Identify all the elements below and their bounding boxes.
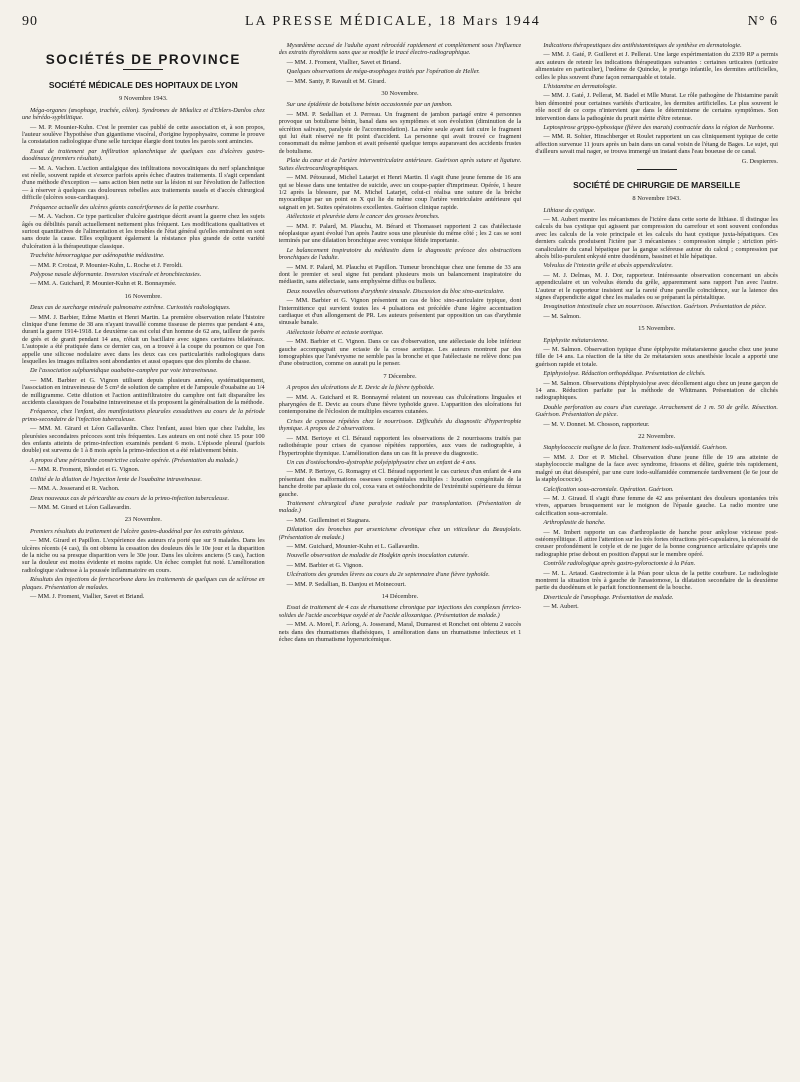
communication-authors: — M. V. Donnet. M. Chosson, rapporteur.	[543, 420, 650, 428]
communication-title: A propos des ulcérations de E. Devic de la fièvre typhoïde.	[286, 384, 435, 392]
communication-authors: — MM. Santy, P. Ravault et M. Girard.	[286, 77, 386, 85]
communication-title: Fréquence actuelle des ulcères géants cancériformes de la petite courbure.	[30, 203, 220, 211]
communication-text: — M. Salmon. Observation typique d'une épiphysite métatarsienne gauche chez une jeune fille de 14 ans. La réaction de la tête du 2e métatarsien sous anesthésie locale a apporté une guérison rapide et totale.	[535, 346, 778, 368]
communication-title: Deux cas de surcharge minérale pulmonaire extrême. Curiosités radiologiques.	[30, 304, 231, 312]
communication-authors: — MM. A. Josserand et R. Vachon.	[30, 485, 120, 493]
communication-title: Contrôle radiologique après gastro-pyloroctomie à la Péan.	[543, 560, 696, 568]
communication-title: Staphylococcie maligne de la face. Traitement iodo-sulfamidé. Guérison.	[543, 444, 728, 452]
communication-title: Trachéite hémorragique par adénopathie médiastine.	[30, 252, 165, 260]
communication-authors: — MM. Guichard, Mounier-Kuhn et L. Gallavardin.	[286, 542, 420, 550]
communication-text: — M. J. Delmas, M. J. Dor, rapporteur. Intéressante observation concernant un abcès appendiculaire et un volvulus étendu du grêle, apparemment sans rapport l'un avec l'autre. L'auteur et le rapporteur insistent sur la rareté d'une pareille coïncidence, sur la latence des signes d'appendicite aiguë chez les malades ou se préparant la péristaltique.	[535, 271, 778, 301]
section-title: SOCIÉTÉS DE PROVINCE	[45, 52, 241, 67]
communication-title: Ulcérations des grandes lèvres au cours du 2e septennaire d'une fièvre typhoïde.	[286, 571, 490, 579]
communication-title: Diverticule de l'œsophage. Présentation de malade.	[543, 593, 674, 601]
journal-title: LA PRESSE MÉDICALE, 18 Mars 1944	[244, 14, 541, 29]
communication-title: Le balancement inspiratoire du médiastin dans le diagnostic précoce des obstructions bronchiques de l'adulte.	[278, 246, 522, 262]
divider	[637, 169, 677, 170]
communication-title: Polypose nasale déformante. Inversion viscérale et bronchiectasies.	[30, 270, 202, 278]
communication-title: Volvulus de l'intestin grêle et abcès appendiculaire.	[543, 262, 673, 270]
communication-title: Dilatation des bronches par arsenicisme chronique chez un viticulteur du Beaujolais. (Présentation de malade.)	[278, 526, 522, 541]
communication-text: — M. Imbert rapporte un cas d'arthroplastie de hanche pour ankylose vicieuse post-ostéomyélitique. Il attire l'attention sur les très fortes rétractions péri-capsulaires, la nécessité de creuser profondément le cotyle et de ne juger de la bonne congruence articulaire qu'après une radiographie prise debout en position d'appui sur le membre opéré.	[535, 528, 778, 558]
communication-text: — MM. P. Bertoye, G. Romagny et Cl. Béraud rapportent le cas curieux d'un enfant de 4 ans présentant des malformations osseuses congénitales multiples : luxation congénitale de la hanche droite par aplasie du col, coxa vara et ostéochondrite de l'extrémité supérieure du fémur gauche.	[278, 468, 522, 498]
communication-text: — M. A. Vachon. Ce type particulier d'ulcère gastrique décrit avant la guerre chez les sujets âgés ou débilités paraît actuellement nettement plus fréquent. Les modifications qualitatives et surtout quantitatives de l'alimentation et les troubles de l'état général qu'elles entraînent en sont sans doute la cause. Elles expliquent également la résistance plus grande de cette variété d'ulcération à la thérapeutique classique.	[22, 213, 265, 250]
column-3	[535, 42, 778, 1072]
communication-title: Double perforation au cours d'un curetage. Arrachement de 1 m. 50 de grêle. Résection. Guérison. Présentation de pièce.	[535, 403, 778, 419]
communication-authors: — M. Aubert.	[543, 603, 579, 611]
communication-title: Myxœdème accusé de l'adulte ayant rétrocédé rapidement et complètement sous l'influence des extraits thyroïdiens sans que se modifie le tracé électro-radiographique.	[278, 42, 522, 57]
communication-authors: — M. Salmon.	[543, 312, 581, 320]
communication-title: Calcification sous-acromiale. Opération. Guérison.	[543, 485, 674, 493]
communication-text: — MM. A. Guichard et R. Bonnaymé relatent un nouveau cas d'ulcérations linguales et pharyngées de E. Devic au cours d'une fièvre typhoïde grave. L'apparition des ulcérations fut contemporaine de l'éclosion de multiples escarres cutanées.	[278, 393, 522, 416]
communication-authors: — MM. P. Croizat, P. Mounier-Kuhn, L. Roche et J. Feroldi.	[30, 261, 183, 269]
communication-title: Deux nouvelles observations d'arythmie sinusale. Discussion du bloc sino-auriculaire.	[286, 287, 505, 295]
communication-text: — MM. Barbier et G. Vignon utilisent depuis plusieurs années, systématiquement, l'association en intraveineuse de 5 cm³ de solution de camphre et de l'ampoule d'ouabaïne au 1/4 de milligramme. Cette dilution et l'action antiinfiltratoire du camphre ont fait disparaître les accidents classiques de l'ouabaïne intraveineuse et ils proposent la généralisation de la méthode.	[22, 376, 265, 407]
communication-title: Epiphysite métatarsienne.	[543, 336, 609, 344]
communication-title: Essai de traitement par infiltration splanchnique de quelques cas d'ulcères gastro-duodénaux (premiers résultats).	[22, 147, 265, 163]
communication-title: Atélectasie lobaire et ectasie aortique.	[286, 328, 384, 336]
communication-text: — MM. Barbier et G. Vignon présentent un cas de bloc sino-auriculaire typique, dont l'intermittence qui survient toutes les 4 pulsations est précédée d'une légère accentuation cardiaque et d'un allongement de PR. Les auteurs présentent par opposition un cas d'arythmie sinusale banale.	[278, 297, 522, 327]
session-date: 15 Novembre.	[638, 325, 676, 333]
communication-text: — MM. A. Morel, F. Arlong, A. Josserand, Maral, Dumarest et Ronchet ont obtenu 2 succès nets dans des rhumatismes diathésiques, 1 amélioration dans un rhumatisme infectieux et 1 échec dans un rhumatisme hyperuricémique.	[278, 621, 522, 644]
page-number: 90	[22, 14, 38, 29]
article-columns	[22, 42, 778, 1072]
communication-title: Premiers résultats du traitement de l'ulcère gastro-duodénal par les extraits géniaux.	[30, 527, 245, 535]
communication-title: Sur une épidémie de botulisme bénin occasionnée par un jambon.	[286, 101, 453, 109]
communication-title: De l'association sulphamidique ouabaïne-camphre par voie intraveineuse.	[30, 367, 218, 375]
communication-title: A propos d'une péricardite constrictive calcaire opérée. (Présentation du malade.)	[30, 456, 238, 464]
session-date: 8 Novembre 1943.	[632, 195, 681, 203]
session-date: 16 Novembre.	[124, 292, 162, 300]
communication-text: — MM. M. Girard et Léon Gallavardin. Chez l'enfant, aussi bien que chez l'adulte, les pleurésies secondaires précoces sont très fréquentes. Les auteurs en ont noté chez 15 pour 100 des enfants atteints de primo-infection examinés pendant 6 mois. L'épisode pleural (parfois double) est survenu de 1 à 8 mois après la primo-infection et a été relativement bénin.	[22, 425, 265, 455]
column-1	[22, 42, 265, 1072]
communication-authors: — MM. P. Sedallian, B. Danjou et Moinecourt.	[286, 580, 406, 588]
communication-title: Lithiase du cystique.	[543, 206, 596, 214]
communication-title: Indications thérapeutiques des antihistaminiques de synthèse en dermatologie.	[543, 42, 742, 49]
communication-title: Invagination intestinale chez un nourrisson. Résection. Guérison. Présentation de pièce.	[543, 303, 767, 311]
communication-title: L'histamine en dermatologie.	[543, 83, 617, 91]
communication-text: — MM. Pétouraud, Michel Latarjet et Henri Martin. Il s'agit d'une jeune femme de 16 ans qui se blesse dans une tentative de suicide, avec un coupe-papier d'imprimeur. Opérée, 1 heure 1/2 après la blessure, par M. Michel Latarjet, celui-ci réalisa une suture de la brèche myocardique par un point en X qui lie du même coup l'artère ventriculaire antérieure qui saignait en jet. Suites opératoires excellentes. Guérison clinique rapide.	[278, 174, 522, 211]
communication-text: — MM. J. Gaté, P. Guilleret et J. Pellerat. Une large expérimentation du 2339 RP a permis aux auteurs de retenir les indications thérapeutiques suivantes : certaines urticaires (urticaire alimentaire en particulier), l'œdème de Quincke, le prurigo infantile, les dermites artificielles, celles le plus souvent d'une façon remarquable et totale.	[535, 51, 778, 81]
communication-title: Leptospirose grippo-typhosique (fièvre des marais) contractée dans la région de Narbonne.	[543, 124, 775, 132]
divider	[123, 69, 163, 70]
communication-title: Deux nouveaux cas de péricardite au cours de la primo-infection tuberculeuse.	[30, 494, 230, 502]
communication-title: Méga-organes (œsophage, trachée, côlon). Syndromes de Mikulicz et d'Ehlers-Danlos chez une hérédo-syphilitique.	[22, 106, 265, 122]
communication-title: Un cas d'ostéochondro-dystrophie polyépiphysaire chez un enfant de 4 ans.	[286, 458, 477, 466]
communication-authors: — MM. J. Froment, Viallier, Savet et Briand.	[30, 592, 145, 600]
communication-text: — MM. Barbier et C. Vignon. Dans ce cas d'observation, une atélectasie du lobe inférieur gauche accompagnait une ectasie de la crosse aortique. Les auteurs montrent par des tomographies que l'anévrysme ne semble pas la bronche et que l'atélectasie ne relève donc pas d'une obstruction, comme on aurait pu le penser.	[278, 338, 522, 368]
communication-title: Plaie du cœur et de l'artère interventriculaire antérieure. Guérison après suture et ligature. Suites électrocardiographiques.	[278, 157, 522, 172]
running-header	[22, 14, 778, 34]
society-heading: SOCIÉTÉ MÉDICALE DES HOPITAUX DE LYON	[48, 80, 238, 91]
communication-authors: — MM. R. Froment, Blondet et G. Vignon.	[30, 466, 140, 474]
issue-number: N° 6	[747, 14, 778, 29]
communication-title: Quelques observations de méga-œsophages traités par l'opération de Heller.	[286, 68, 480, 76]
communication-title: Résultats des injections de ferriscorbone dans les traitements de quelques cas de sclérose en plaques. Présentation de malades.	[22, 576, 265, 591]
signature: G. Despierres.	[741, 157, 778, 165]
session-date: 7 Décembre.	[383, 372, 417, 380]
communication-text: — M. Salmon. Observations d'épiphysiolyse avec décollement aigu chez un jeune garçon de 14 ans. Réduction parfaite par la méthode de Whitmann. Présentation de clichés radiographiques.	[535, 379, 778, 402]
communication-text: — MM. F. Palard, M. Plauchu et Papillon. Tumeur bronchique chez une femme de 33 ans dont le premier et seul signe fut pendant plusieurs mois un balancement inspiratoire du médiastin, sans atélectasie, sans emphysème diffus ou bulleux.	[278, 263, 522, 286]
session-date: 22 Novembre.	[638, 433, 676, 441]
communication-text: — MM. R. Sohier, Hinschberger et Roulet rapportent un cas cliniquement typique de cette affection survenue 11 jours après un bain dans un canal voisin de l'étang de Bages. Le sujet, qui d'ailleurs savait mal nager, se trouva immergé un instant dans l'eau boueuse de ce canal.	[535, 133, 778, 156]
communication-text: — M. L. Artaud. Gastrectomie à la Péan pour ulcus de la petite courbure. Le radiologiste montrent la situation très à gauche de l'anastomose, la dilatation secondaire de la deuxième partie du duodénum et le parfait fonctionnement de la bouche.	[535, 569, 778, 592]
communication-title: Atélectasie et pleurésie dans le cancer des grosses bronches.	[286, 213, 440, 221]
communication-text: — M. Aubert montre les mécanismes de l'ictère dans cette sorte de lithiase. Il distingue les calculs du bas cystique qui agissent par compression du carrefour et sont souvent confondus avec les calculs de la voie principale et les calculs du haut cystique juxta-hépatiques. Ces derniers calculs produisent l'ictère par 3 mécanismes : compression simple ; striction péri-canaliculaire du canal hépatique par la gangue scléreuse autour du calcul ; compression par abcès bilio-purulent enkysté entre duodénum, bassinet et hile hépatique.	[535, 215, 778, 260]
communication-authors: — MM. Barbier et G. Vignon.	[286, 561, 364, 569]
column-2	[279, 42, 522, 1072]
communication-text: — MM. Bertoye et Cl. Béraud rapportent les observations de 2 nourrissons traités par radiothérapie pour crises de cyanose répétées rapportées, aux vues de radiographie, à l'hypertrophie thymique. L'amélioration dans un cas fit la preuve du diagnostic.	[278, 434, 522, 457]
communication-title: Utilité de la dilution de l'injection lente de l'ouabaïne intraveineuse.	[30, 475, 202, 483]
communication-text: — MM. J. Gaté, J. Pellerat, M. Badel et Mlle Murat. Le rôle pathogène de l'histamine paraît bien démontré pour certaines variétés d'urticaire, les dermites artificielles. Le plus souvent le rôle nocif de ce corps n'intervient que dans le déterminisme de certains symptômes. Son intervention dans la pathogénie du prurit mérite d'être retenue.	[535, 92, 778, 122]
session-date: 9 Novembre 1943.	[119, 95, 168, 103]
communication-title: Fréquence, chez l'enfant, des manifestations pleurales exsudatives au cours de la période primo-secondaire de l'infection tuberculeuse.	[22, 408, 265, 423]
communication-text: — M. A. Vachon. L'action antialgique des infiltrations novocaïniques du nerf splanchnique est réelle, souvent rapide et s'exerce parfois après échec d'autres traitements. Il s'agit cependant d'une méthode d'exception — sans action bien nette sur la lésion ni sur l'évolution de l'affection — à réserver à quelques cas douloureux rebelles aux traitements usuels et d'accès chirurgical difficile (ulcères sous-cardiaques).	[22, 164, 265, 202]
communication-text: — MM. Girard et Papillon. L'expérience des auteurs n'a porté que sur 9 malades. Dans les ulcères récents (4 cas), ils ont obtenu la cessation des douleurs dès le 10e jour et la disparition de la niche ou sa presque disparition vers le 30e jour. Dans les ulcères anciens (5 cas), l'action sur la douleur est moins évidente et moins rapide. Un échec complet fut noté. L'amélioration radiologique s'adresse à la poussée inflammatoire en cours.	[22, 537, 265, 574]
communication-text: — MM. J. Barbier, Edme Martin et Henri Martin. La première observation relate l'histoire clinique d'une femme de 38 ans n'ayant travaillé comme tisseuse de pierres que pendant 4 ans, durant la guerre 1914-1918. Le deuxième cas est celui d'un homme de 62 ans, tailleur de pavés de grès et de granit pendant 14 ans, n'était un bacillaire avec signes cavitaires bilatéraux. L'autopsie a été pratiquée dans ce dernier cas, on a trouvé à la coupe du poumon ce que l'on appelle une silicose nodulaire avec dans les deux cas ces particularités radiologiques dans lesquelles les images miliaires sont abondantes et aussi opaques que des plombs de chasse.	[22, 313, 265, 365]
communication-text: — MM. F. Palard, M. Plauchu, M. Bérard et Thomasset rapportent 2 cas d'atélectasie néoplasique ayant évolué l'un après l'autre sous une pleurésie du même côté ; les 2 cas se sont terminés par une dilatation bronchique avec vomique fétide importante.	[278, 222, 522, 245]
communication-title: Nouvelle observation de maladie de Hodgkin après inoculation cutanée.	[286, 552, 470, 560]
communication-title: Crises de cyanose répétées chez le nourrisson. Difficultés du diagnostic d'hypertrophie thymique. A propos de 2 observations.	[278, 417, 522, 433]
session-date: 30 Novembre.	[381, 90, 419, 98]
communication-title: Traitement chirurgical d'une paralysie radiale par transplantation. (Présentation de malade.)	[278, 499, 522, 515]
communication-text: — M. J. Giraud. Il s'agit d'une femme de 42 ans présentant des douleurs spontanées très vives, apparues brusquement sur le moignon de l'épaule gauche. La radio montre une calcification sous-acromiale.	[535, 494, 778, 517]
society-heading: SOCIÉTÉ DE CHIRURGIE DE MARSEILLE	[573, 180, 741, 191]
communication-authors: — MM. M. Girard et Léon Gallavardin.	[30, 503, 131, 511]
session-date: 14 Décembre.	[381, 593, 419, 600]
communication-text: — MM. P. Sedallian et J. Perreau. Un fragment de jambon partagé entre 4 personnes provoque un botulisme bénin, banal dans ses symptômes et son évolution (diminution de la sécrétion salivaire, paralysie de l'accommodation). La mère seule ayant fait cuire le fragment qui lui était réservé ne fit point d'accident. La personne qui avait trouvé ce fragment consommait du même jambon et avait présenté quelque temps auparavant des accidents frustes de botulisme.	[278, 110, 522, 155]
communication-authors: — MM. A. Guichard, P. Mounier-Kuhn et R. Bonnaymée.	[30, 280, 177, 288]
communication-text: — M. P. Mounier-Kuhn. C'est le premier cas publié de cette association et, à son propos, l'auteur soulève l'hypothèse d'un gigantisme viscéral, d'origine hypophysaire, comme le prouve la constatation radiologique d'une selle turcique élargie dont toutes les parois sont amincies.	[22, 123, 265, 146]
session-date: 23 Novembre.	[124, 516, 162, 524]
communication-authors: — MM. Guilleminet et Stagnara.	[286, 516, 371, 524]
communication-title: Arthroplastie de hanche.	[543, 519, 606, 527]
communication-title: Essai de traitement de 4 cas de rhumatisme chronique par injections des complexes ferrico-solides de l'acide ascorbique oxydé et de l'acide alloxanique. (Présentation de malade.)	[278, 604, 522, 619]
communication-text: — MM. J. Dor et P. Michel. Observation d'une jeune fille de 19 ans atteinte de staphylococcie maligne de la face avec syndrome, frissons et délire, guérie très rapidement, malgré un état désespéré, par une cure iodo-sulfamidée commencée tardivement (le 6e jour de la staphylococcie).	[535, 453, 778, 484]
communication-authors: — MM. J. Froment, Viallier, Savet et Briand.	[286, 58, 401, 66]
communication-title: Epiphysiolyse. Réduction orthopédique. Présentation de clichés.	[543, 370, 706, 378]
